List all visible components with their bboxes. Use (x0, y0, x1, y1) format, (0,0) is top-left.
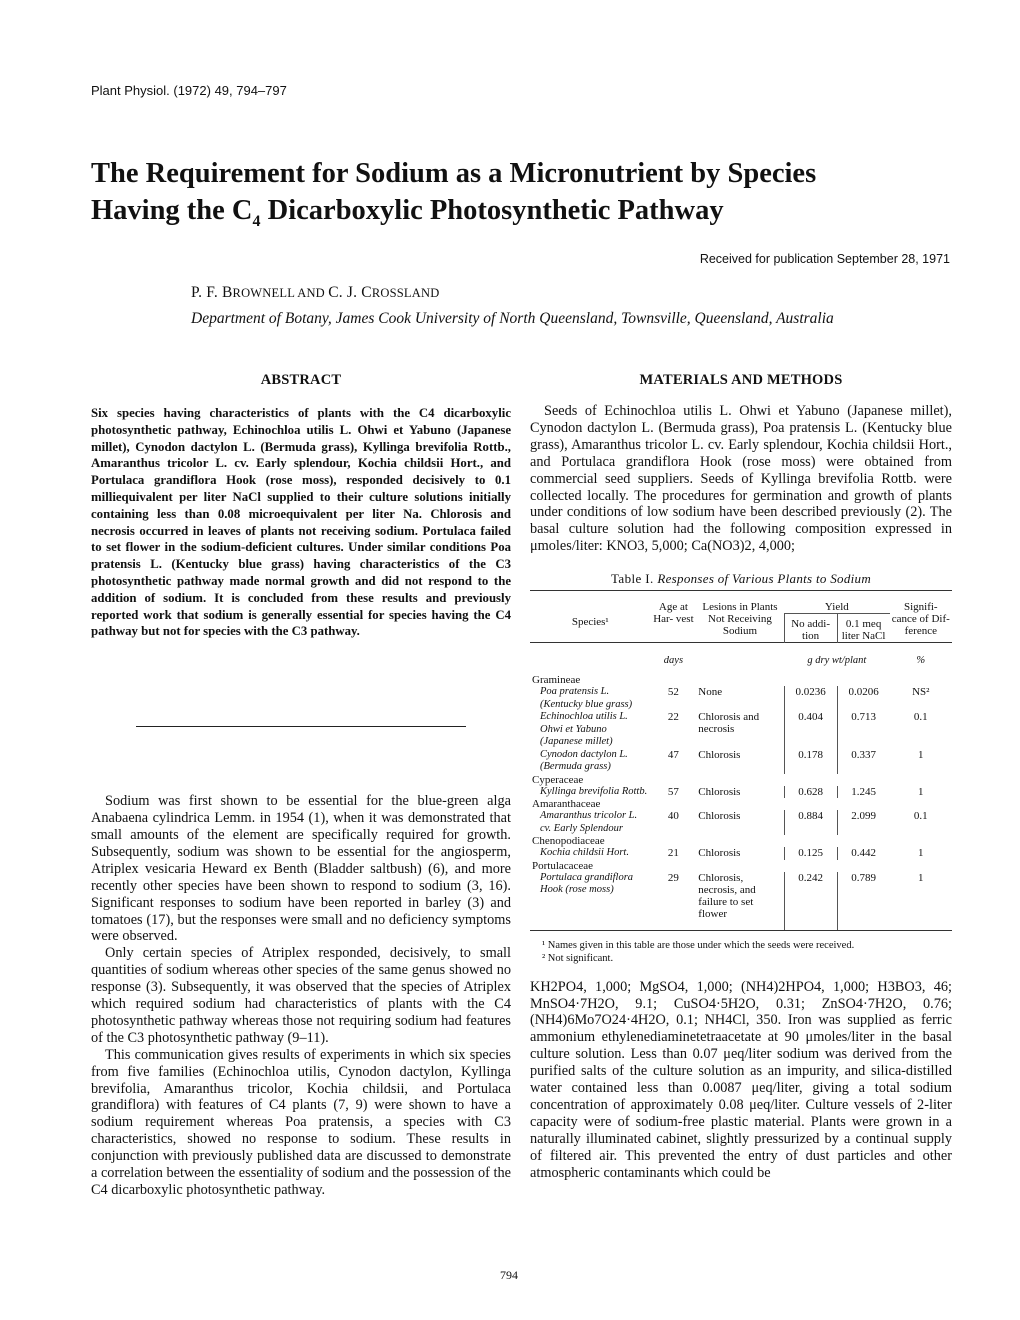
yield-nacl-cell: 1.245 (837, 786, 889, 799)
family-name: Portulacaceae (532, 859, 594, 872)
yield-no-addition-cell: 0.884 (784, 810, 837, 835)
table-footnotes (542, 939, 952, 965)
table-row (530, 872, 952, 931)
age-cell: 29 (651, 872, 697, 931)
species-text: Cynodon dactylon L. (Bermuda grass) (540, 748, 628, 773)
abstract-text: Six species having characteristics of plants with the C4 dicarboxylic photosynthetic pathway, Echinochloa utilis L. Ohwi et Yabuno (Japanese millet), Cynodon dactylon L. (Bermuda grass), Kyllinga brevifolia Rottb., Amaranthus tricolor L. cv. Early splendour, Kochia childsii Hort., and Portulaca grandiflora Hook (rose moss), responded decisively to 0.1 milliequivalent per liter NaCl supplied to their culture solutions initially containing less than 0.08 microequivalent per liter Na. Chlorosis and necrosis occurred in leaves of plants not receiving sodium. Portulaca failed to set flower in the sodium-deficient cultures. Under similar conditions Poa pratensis L. (Kentucky blue grass) having characteristics of the C3 photosynthetic pathway made normal growth and did not respond to the addition of sodium. It is concluded from these results and previously reported work that sodium is generally essential for species having the C4 pathway but not for species with the C3 pathway. (91, 406, 511, 639)
intro-paragraph-3: This communication gives results of experiments in which six species from five families (Echinochloa utilis, Cynodon dactylon, Kyllinga brevifolia, Amaranthus tricolor, Kochia childsii, and Portulaca grandiflora) with features of C4 plants (7, 9) were shown to have a sodium requirement whereas Poa pratensis, a species with C3 characteristics, showed no response to sodium. These results in conjunction with previously published data are discussed to demonstrate a correlation between the essentiality of sodium and the possession of the C4 dicarboxylic photosynthetic pathway. (91, 1046, 511, 1198)
age-cell: 52 (667, 686, 679, 699)
page-number: 794 (500, 1268, 518, 1282)
family-name: Amaranthaceae (532, 798, 601, 811)
yield-no-addition-cell: 0.242 (784, 872, 837, 931)
table-footnote-1: ¹ Names given in this table are those under which the seeds were received. (542, 939, 855, 951)
age-cell: 57 (667, 785, 679, 798)
right-column (530, 372, 952, 1182)
left-column (91, 372, 511, 1199)
table-row (530, 810, 952, 835)
journal-citation: Plant Physiol. (1972) 49, 794–797 (91, 83, 287, 98)
abstract-heading: ABSTRACT (260, 372, 342, 388)
age-cell: 22 (667, 711, 679, 724)
methods-paragraph-2: KH2PO4, 1,000; MgSO4, 1,000; (NH4)2HPO4, 1,000; H3BO3, 46; MnSO4·7H2O, 9.1; CuSO4·5H2O, 0.31; ZnSO4·7H2O, 0.76; (NH4)6Mo7O24·4H2O, 0.1; NH4Cl, 350. Iron was supplied as ferric ammonium ethylenediaminetetraacetate at 90 μmoles/liter in the basal culture solution. Less than 0.07 μeq/liter sodium was derived from the purified salts of the culture solution as an impurity, and silica-distilled water contained less than 0.0087 μeq/liter, giving a total sodium concentration of approximately 0.08 μeq/liter. Culture vessels of 2-liter capacity were of sodium-free plastic material. Plants were grown in a naturally illuminated cabinet, slightly pressurized by a continual supply of filtered air. This prevented the entry of dust particles and other atmospheric contaminants which could be (530, 978, 952, 1181)
species-text: Echinochloa utilis L. Ohwi et Yabuno (Japanese millet) (540, 711, 628, 748)
author-2-initials: C. J. C (328, 284, 372, 301)
species-name (530, 711, 651, 749)
yield-nacl-cell: 0.789 (837, 872, 889, 931)
yield-no-addition-cell: 0.404 (784, 711, 837, 749)
title-line-2 (91, 192, 971, 233)
received-date: Received for publication September 28, 1971 (699, 252, 950, 266)
lesions-cell: Chlorosis (698, 748, 741, 761)
title-line-1: The Requirement for Sodium as a Micronutrient by Species (91, 158, 817, 189)
col-header-species: Species¹ (530, 591, 651, 643)
title-subscript: 4 (252, 213, 261, 230)
lesions-cell: Chlorosis (698, 810, 741, 823)
author-1-rest: ROWNELL (232, 286, 295, 300)
table-row (530, 686, 952, 711)
col-header-nacl: 0.1 meq liter NaCl (837, 614, 889, 643)
results-table (530, 590, 952, 931)
author-1-initials: P. F. B (191, 284, 233, 301)
units-age: days (651, 643, 697, 675)
col-header-age: Age at Har- vest (651, 591, 697, 643)
table-caption-text: Responses of Various Plants to Sodium (657, 571, 872, 587)
authors-and: AND (294, 286, 329, 300)
methods-paragraph-1: Seeds of Echinochloa utilis L. Ohwi et Yabuno (Japanese millet), Cynodon dactylon L. (Bermuda grass), Poa pratensis L. (Kentucky blue grass), Amaranthus tricolor L. cv. Early splendour, Kochia childsii Hort., and Portulaca grandiflora Hook (rose moss) were obtained from commercial seed suppliers. Seeds of Kyllinga brevifolia Rottb. were collected locally. The procedures for germination and growth of plants under conditions of low sodium have been described previously (2). The basal culture solution had the following composition expressed in μmoles/liter: KNO3, 5,000; Ca(NO3)2, 4,000; (530, 403, 952, 555)
table-row (530, 749, 952, 774)
table-row-family (530, 860, 952, 872)
species-text: Amaranthus tricolor L. cv. Early Splendour (540, 810, 638, 834)
lesions-cell: Chlorosis (698, 847, 741, 860)
species-name (530, 872, 651, 931)
units-lesions (696, 643, 784, 675)
lesions-cell: None (698, 686, 723, 699)
yield-nacl-cell: 0.713 (837, 711, 889, 749)
age-cell: 47 (667, 748, 679, 761)
species-name (530, 786, 651, 799)
table-row (530, 786, 952, 799)
authors (191, 284, 439, 302)
yield-nacl-cell: 0.337 (837, 749, 889, 774)
table-footnote-2: ² Not significant. (542, 952, 614, 964)
table-row-family (530, 798, 952, 810)
methods-heading: MATERIALS AND METHODS (639, 372, 843, 388)
author-2-rest: ROSSLAND (371, 286, 440, 300)
table-row (530, 847, 952, 860)
title-line-2-pre: Having the C (91, 195, 253, 226)
col-header-significance: Signifi- cance of Dif- ference (890, 591, 952, 643)
age-cell: 40 (667, 810, 679, 823)
affiliation: Department of Botany, James Cook University of North Queensland, Townsville, Queensland, Australia (191, 310, 834, 327)
lesions-cell: Chlorosis, necrosis, and failure to set flower (696, 872, 784, 931)
intro-paragraph-2: Only certain species of Atriplex responded, decisively, to small quantities of sodium whereas other species of the same genus showed no response (3). Subsequently, it was observed that the species of Atriplex which required sodium had characteristics of plants with the C4 photosynthetic pathway whereas those not requiring sodium had features of the C3 photosynthetic pathway (9–11). (91, 945, 511, 1046)
units-species (530, 643, 651, 675)
yield-nacl-cell: 0.0206 (837, 686, 889, 711)
significance-cell: 1 (918, 785, 924, 798)
intro-paragraph-1: Sodium was first shown to be essential for the blue-green alga Anabaena cylindrica Lemm. in 1954 (1), when it was demonstrated that small amounts of the element are specifically required for growth. Subsequently, sodium was shown to be essential for the angiosperm, Atriplex vesicaria Heward ex Benth (Bladder saltbush) (6), and more recently other species have been shown to respond to sodium (3, 16). Significant responses to sodium have been reported in barley (3) and tomatoes (17), but the responses were small and no deficiency symptoms were observed. (91, 793, 511, 945)
units-yield: g dry wt/plant (784, 643, 889, 675)
table-row (530, 711, 952, 749)
lesions-cell: Chlorosis (698, 785, 741, 798)
species-text: Poa pratensis L. (Kentucky blue grass) (540, 686, 633, 710)
yield-nacl-cell: 0.442 (837, 847, 889, 860)
yield-nacl-cell: 2.099 (837, 810, 889, 835)
significance-cell: 1 (890, 872, 952, 931)
species-name (530, 686, 651, 711)
col-header-yield: Yield (784, 591, 889, 614)
significance-cell: 0.1 (913, 711, 928, 724)
units-significance: % (890, 643, 952, 675)
table-row-family (530, 674, 952, 686)
species-text: Kochia childsii Hort. (540, 847, 629, 859)
species-name (530, 749, 651, 774)
significance-cell: 0.1 (913, 810, 928, 823)
species-name (530, 810, 651, 835)
yield-no-addition-cell: 0.178 (784, 749, 837, 774)
significance-cell: NS² (912, 686, 930, 699)
species-text: Portulaca grandiflora Hook (rose moss) (540, 871, 634, 896)
yield-no-addition-cell: 0.0236 (784, 686, 837, 711)
title-line-2-post: Dicarboxylic Photosynthetic Pathway (260, 195, 724, 226)
table-row-family (530, 835, 952, 847)
table-caption-label: Table I. (610, 571, 654, 587)
family-name: Cyperaceae (532, 773, 584, 786)
age-cell: 21 (667, 847, 679, 860)
lesions-cell: Chlorosis and necrosis (698, 711, 760, 736)
species-text: Kyllinga brevifolia Rottb. (540, 785, 648, 797)
yield-no-addition-cell: 0.125 (784, 847, 837, 860)
significance-cell: 1 (918, 748, 924, 761)
significance-cell: 1 (918, 847, 924, 860)
yield-no-addition-cell: 0.628 (784, 786, 837, 799)
table-caption (530, 571, 952, 587)
species-name (530, 847, 651, 860)
col-header-no-addition: No addi- tion (784, 614, 837, 643)
family-name: Gramineae (532, 674, 581, 687)
family-name: Chenopodiaceae (532, 835, 605, 848)
article-title (91, 155, 971, 233)
table-row-family (530, 774, 952, 786)
col-header-lesions: Lesions in Plants Not Receiving Sodium (696, 591, 784, 643)
